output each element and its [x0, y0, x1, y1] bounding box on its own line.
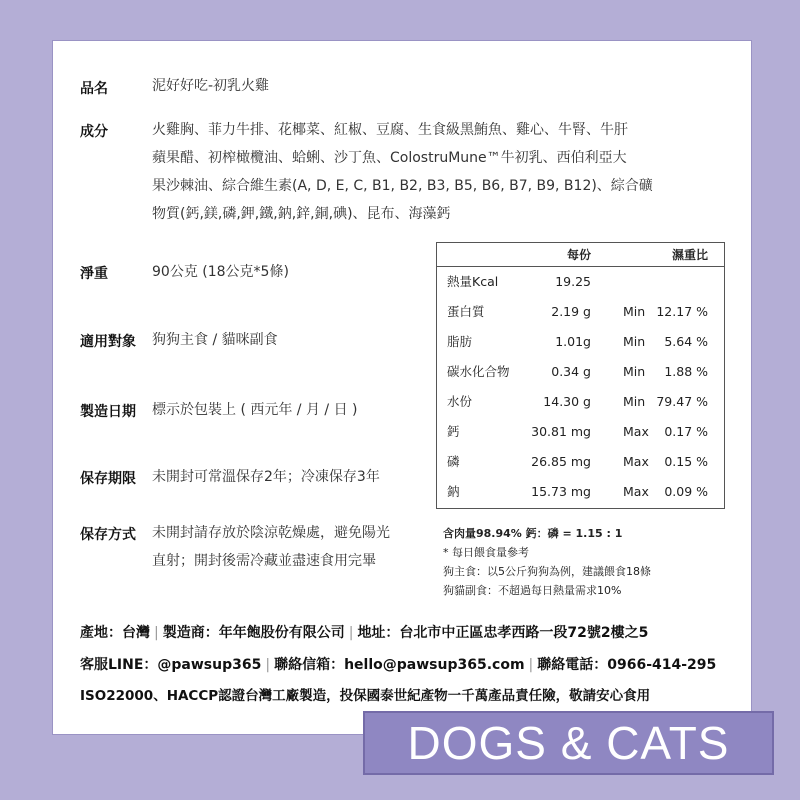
line-contact: 客服LINE：@pawsup365	[80, 657, 262, 673]
net-weight-value: 90公克 (18公克*5條)	[152, 264, 289, 280]
nutrition-per: 19.25	[555, 274, 591, 289]
manufacturer: 製造商：年年飽股份有限公司	[162, 625, 345, 641]
nutrition-qual: Max	[623, 424, 649, 439]
nutrition-row	[437, 387, 724, 417]
footer-line-2: 客服LINE：@pawsup365 | 聯絡信箱：hello@pawsup365.com | 聯絡電話：0966-414-295	[80, 657, 717, 673]
nutrition-qual: Max	[623, 454, 649, 469]
nutrition-name: 水份	[447, 394, 473, 409]
nutrition-name: 蛋白質	[447, 304, 485, 319]
nutrition-row	[437, 357, 724, 387]
shelf-life-value: 未開封可常溫保存2年；冷凍保存3年	[152, 469, 380, 485]
footer-line-1: 產地：台灣 | 製造商：年年飽股份有限公司 | 地址：台北市中正區忠孝西路一段72號2樓之5	[80, 625, 649, 641]
storage-line: 未開封請存放於陰涼乾燥處，避免陽光	[152, 525, 390, 541]
nutrition-qual: Min	[623, 304, 646, 319]
nutrition-per: 26.85 mg	[531, 454, 591, 469]
storage-value	[152, 519, 390, 575]
nutrition-header	[437, 243, 724, 267]
product-name: 泥好好吃-初乳火雞	[152, 78, 270, 94]
nutrition-name: 碳水化合物	[447, 364, 510, 379]
nutrition-ratio: 5.64 %	[664, 334, 708, 349]
footer-line-3: ISO22000、HACCP認證台灣工廠製造，投保國泰世紀產物一千萬產品責任險，敬請安心食用	[80, 688, 651, 704]
nutrition-ratio: 0.17 %	[664, 424, 708, 439]
ingredients-text	[152, 116, 653, 228]
nutrition-row	[437, 417, 724, 447]
nutrition-ratio: 0.09 %	[664, 484, 708, 499]
net-weight-label: 淨重	[80, 266, 108, 282]
target-value: 狗狗主食 / 貓咪副食	[152, 332, 278, 348]
feeding-note: 狗貓副食：不超過每日熱量需求10%	[443, 584, 622, 597]
nutrition-per: 14.30 g	[543, 394, 591, 409]
ingredients-line: 火雞胸、菲力牛排、花椰菜、紅椒、豆腐、生食級黑鮪魚、雞心、牛腎、牛肝	[152, 122, 628, 138]
nutrition-row	[437, 477, 724, 507]
ingredients-label: 成分	[80, 124, 108, 140]
header-per-serving: 每份	[566, 248, 591, 262]
nutrition-qual: Min	[623, 334, 646, 349]
mfg-date-label: 製造日期	[80, 404, 136, 420]
origin: 產地：台灣	[80, 625, 150, 641]
email-contact: 聯絡信箱：hello@pawsup365.com	[274, 657, 525, 673]
nutrition-qual: Min	[623, 364, 646, 379]
target-label: 適用對象	[80, 334, 136, 350]
nutrition-per: 0.34 g	[551, 364, 591, 379]
ingredients-line: 物質(鈣,鎂,磷,鉀,鐵,鈉,鋅,銅,碘)、昆布、海藻鈣	[152, 206, 451, 222]
feeding-notes	[443, 524, 651, 600]
nutrition-name: 熱量Kcal	[447, 274, 499, 289]
nutrition-ratio: 12.17 %	[656, 304, 708, 319]
meat-content-note: 含肉量98.94% 鈣：磷 = 1.15 : 1	[443, 527, 623, 540]
header-wet-ratio: 濕重比	[671, 248, 708, 262]
nutrition-ratio: 1.88 %	[664, 364, 708, 379]
nutrition-per: 2.19 g	[551, 304, 591, 319]
nutrition-qual: Max	[623, 484, 649, 499]
name-label: 品名	[80, 81, 108, 97]
nutrition-name: 鈣	[447, 424, 460, 439]
mfg-date-value: 標示於包裝上 ( 西元年 / 月 / 日 )	[152, 402, 358, 418]
ingredients-line: 果沙棘油、綜合維生素(A, D, E, C, B1, B2, B3, B5, B6, B7, B9, B12)、綜合礦	[152, 178, 653, 194]
storage-label: 保存方式	[80, 527, 136, 543]
shelf-life-label: 保存期限	[80, 471, 136, 487]
nutrition-row	[437, 327, 724, 357]
nutrition-ratio: 79.47 %	[656, 394, 708, 409]
nutrition-qual: Min	[623, 394, 646, 409]
phone-contact: 聯絡電話：0966-414-295	[537, 657, 717, 673]
feeding-note: 狗主食：以5公斤狗狗為例，建議餵食18條	[443, 565, 651, 578]
address: 地址：台北市中正區忠孝西路一段72號2樓之5	[357, 625, 649, 641]
nutrition-table	[436, 242, 725, 509]
nutrition-row	[437, 447, 724, 477]
nutrition-per: 1.01g	[555, 334, 591, 349]
nutrition-name: 脂肪	[447, 334, 473, 349]
nutrition-ratio: 0.15 %	[664, 454, 708, 469]
dogs-cats-badge: DOGS & CATS	[363, 711, 774, 775]
feeding-note: * 每日餵食量參考	[443, 546, 529, 559]
nutrition-per: 15.73 mg	[531, 484, 591, 499]
ingredients-line: 蘋果醋、初榨橄欖油、蛤蜊、沙丁魚、ColostruMune™牛初乳、西伯利亞大	[152, 150, 627, 166]
nutrition-row	[437, 297, 724, 327]
nutrition-per: 30.81 mg	[531, 424, 591, 439]
nutrition-name: 鈉	[447, 484, 460, 499]
storage-line: 直射；開封後需冷藏並盡速食用完畢	[152, 553, 376, 569]
nutrition-name: 磷	[447, 454, 460, 469]
nutrition-row	[437, 267, 724, 297]
